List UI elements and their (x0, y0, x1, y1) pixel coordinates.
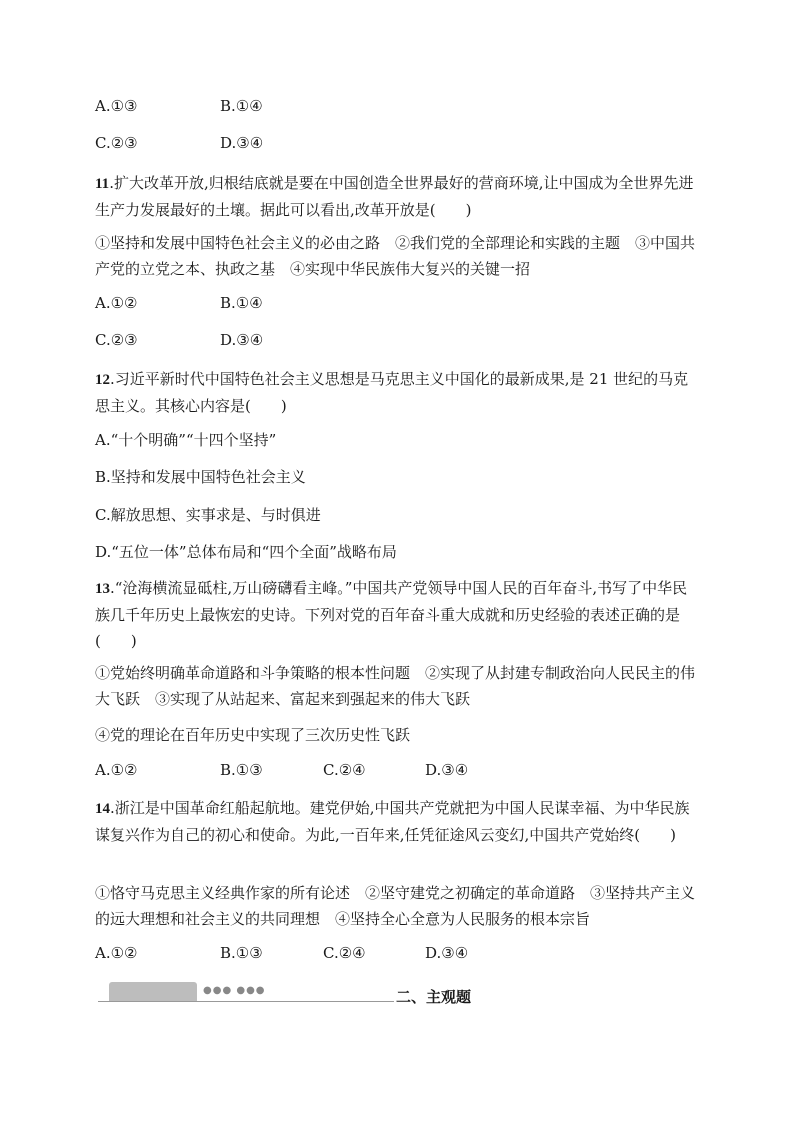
q12-option-b: B.坚持和发展中国特色社会主义 (95, 468, 306, 486)
q13-option-d: D.③④ (425, 761, 469, 779)
q14-items: ①恪守马克思主义经典作家的所有论述 ②坚守建党之初确定的革命道路 ③坚持共产主义的远大理想和社会主义的共同理想 ④坚持全心全意为人民服务的根本宗旨 (95, 884, 696, 928)
q14-stem (95, 795, 699, 848)
q14-option-b: B.①③ (220, 944, 263, 962)
section-header-dots: ●●● ●●● (203, 985, 266, 996)
q12-option-c: C.解放思想、实事求是、与时俱进 (95, 506, 321, 524)
q12-stem (95, 366, 699, 419)
section-title: 二、主观题 (396, 988, 472, 1006)
q11-option-c: C.②③ (95, 331, 138, 349)
q12-stem-text: .习近平新时代中国特色社会主义思想是马克思主义中国化的最新成果,是 21 世纪的马克思主义。其核心内容是( ) (95, 370, 689, 415)
q11-items: ①坚持和发展中国特色社会主义的必由之路 ②我们党的全部理论和实践的主题 ③中国共产党的立党之本、执政之基 ④实现中华民族伟大复兴的关键一招 (95, 234, 696, 278)
q10-option-d: D.③④ (220, 134, 264, 152)
q14-option-c: C.②④ (323, 944, 366, 962)
q10-option-b: B.①④ (220, 97, 263, 115)
q14-number: 14 (95, 801, 110, 817)
q14-option-a: A.①② (95, 944, 138, 962)
q13-items: ①党始终明确革命道路和斗争策略的根本性问题 ②实现了从封建专制政治向人民民主的伟大飞跃 ③实现了从站起来、富起来到强起来的伟大飞跃 (95, 664, 696, 708)
q14-option-d: D.③④ (425, 944, 469, 962)
q12-option-a: A.“十个明确”“十四个坚持” (95, 431, 277, 449)
section-header-rule (98, 1001, 394, 1002)
q13-item-4: ④党的理论在百年历史中实现了三次历史性飞跃 (95, 726, 411, 744)
q11-option-d: D.③④ (220, 331, 264, 349)
q10-option-c: C.②③ (95, 134, 138, 152)
q11-stem-text: .扩大改革开放,归根结底就是要在中国创造全世界最好的营商环境,让中国成为全世界先进生产力发展最好的土壤。据此可以看出,改革开放是( ) (95, 174, 694, 219)
q13-stem (95, 575, 699, 654)
q14-stem-text: .浙江是中国革命红船起航地。建党伊始,中国共产党就把为中国人民谋幸福、为中华民族谋复兴作为自己的初心和使命。为此,一百年来,任凭征途风云变幻,中国共产党始终( ) (95, 799, 690, 844)
q13-option-c: C.②④ (323, 761, 366, 779)
q11-stem (95, 170, 699, 223)
q13-option-a: A.①② (95, 761, 138, 779)
q12-option-d: D.“五位一体”总体布局和“四个全面”战略布局 (95, 543, 397, 561)
q10-option-a: A.①③ (95, 97, 138, 115)
q11-option-a: A.①② (95, 294, 138, 312)
q13-option-b: B.①③ (220, 761, 263, 779)
q11-number: 11 (95, 176, 110, 192)
q13-number: 13 (95, 581, 110, 597)
q12-number: 12 (95, 372, 110, 388)
section-header-tab (109, 982, 197, 1002)
q13-stem-text: .“沧海横流显砥柱,万山磅礴看主峰。”中国共产党领导中国人民的百年奋斗,书写了中华民族几千年历史上最恢宏的史诗。下列对党的百年奋斗重大成就和历史经验的表述正确的是( ) (95, 579, 688, 650)
q11-option-b: B.①④ (220, 294, 263, 312)
